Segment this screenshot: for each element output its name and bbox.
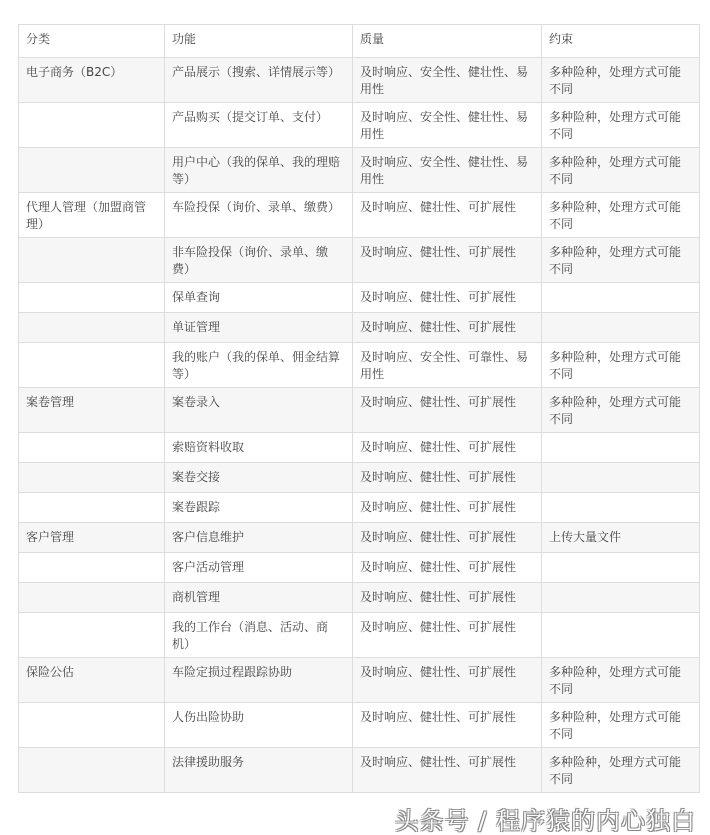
cell-constraint <box>542 283 700 313</box>
cell-category <box>19 748 165 793</box>
table-row <box>19 433 700 463</box>
cell-constraint <box>542 583 700 613</box>
header-function: 功能 <box>165 25 353 58</box>
cell-quality: 及时响应、安全性、健壮性、易用性 <box>353 103 542 148</box>
cell-category: 案卷管理 <box>19 388 165 433</box>
cell-quality: 及时响应、安全性、健壮性、易用性 <box>353 148 542 193</box>
table-row <box>19 103 700 148</box>
cell-function: 客户信息维护 <box>165 523 353 553</box>
table-row <box>19 553 700 583</box>
table-row <box>19 388 700 433</box>
cell-constraint <box>542 493 700 523</box>
cell-category <box>19 238 165 283</box>
cell-function: 人伤出险协助 <box>165 703 353 748</box>
header-category: 分类 <box>19 25 165 58</box>
cell-category <box>19 148 165 193</box>
cell-quality: 及时响应、健壮性、可扩展性 <box>353 433 542 463</box>
cell-constraint: 多种险种，处理方式可能不同 <box>542 238 700 283</box>
cell-constraint: 多种险种，处理方式可能不同 <box>542 388 700 433</box>
cell-constraint: 多种险种，处理方式可能不同 <box>542 193 700 238</box>
cell-category: 客户管理 <box>19 523 165 553</box>
cell-constraint: 多种险种，处理方式可能不同 <box>542 343 700 388</box>
cell-quality: 及时响应、健壮性、可扩展性 <box>353 748 542 793</box>
cell-constraint: 多种险种，处理方式可能不同 <box>542 103 700 148</box>
cell-function: 保单查询 <box>165 283 353 313</box>
cell-category <box>19 103 165 148</box>
cell-constraint: 多种险种，处理方式可能不同 <box>542 58 700 103</box>
cell-quality: 及时响应、健壮性、可扩展性 <box>353 583 542 613</box>
table-row <box>19 313 700 343</box>
cell-quality: 及时响应、健壮性、可扩展性 <box>353 463 542 493</box>
cell-function: 客户活动管理 <box>165 553 353 583</box>
cell-function: 索赔资料收取 <box>165 433 353 463</box>
table-row <box>19 748 700 793</box>
table-row <box>19 463 700 493</box>
cell-function: 案卷交接 <box>165 463 353 493</box>
table-row <box>19 283 700 313</box>
cell-category: 电子商务（B2C） <box>19 58 165 103</box>
table-row <box>19 523 700 553</box>
table-row <box>19 493 700 523</box>
cell-constraint <box>542 313 700 343</box>
table-row <box>19 58 700 103</box>
cell-quality: 及时响应、健壮性、可扩展性 <box>353 493 542 523</box>
cell-constraint: 多种险种，处理方式可能不同 <box>542 703 700 748</box>
cell-constraint: 多种险种，处理方式可能不同 <box>542 658 700 703</box>
cell-constraint: 多种险种，处理方式可能不同 <box>542 148 700 193</box>
cell-quality: 及时响应、安全性、可靠性、易用性 <box>353 343 542 388</box>
table-row <box>19 703 700 748</box>
cell-function: 车险定损过程跟踪协助 <box>165 658 353 703</box>
cell-constraint: 上传大量文件 <box>542 523 700 553</box>
cell-category <box>19 583 165 613</box>
cell-category <box>19 463 165 493</box>
cell-category <box>19 433 165 463</box>
cell-category <box>19 493 165 523</box>
cell-function: 案卷录入 <box>165 388 353 433</box>
cell-quality: 及时响应、健壮性、可扩展性 <box>353 388 542 433</box>
table-row <box>19 238 700 283</box>
cell-quality: 及时响应、健壮性、可扩展性 <box>353 613 542 658</box>
cell-quality: 及时响应、健壮性、可扩展性 <box>353 703 542 748</box>
cell-function: 车险投保（询价、录单、缴费） <box>165 193 353 238</box>
cell-quality: 及时响应、健壮性、可扩展性 <box>353 193 542 238</box>
cell-function: 单证管理 <box>165 313 353 343</box>
table-row <box>19 148 700 193</box>
cell-category <box>19 703 165 748</box>
cell-quality: 及时响应、健壮性、可扩展性 <box>353 283 542 313</box>
cell-category <box>19 613 165 658</box>
cell-quality: 及时响应、健壮性、可扩展性 <box>353 238 542 283</box>
cell-quality: 及时响应、健壮性、可扩展性 <box>353 553 542 583</box>
table-row <box>19 193 700 238</box>
cell-quality: 及时响应、健壮性、可扩展性 <box>353 523 542 553</box>
cell-function: 非车险投保（询价、录单、缴费） <box>165 238 353 283</box>
cell-constraint: 多种险种，处理方式可能不同 <box>542 748 700 793</box>
cell-constraint <box>542 553 700 583</box>
cell-category <box>19 343 165 388</box>
cell-constraint <box>542 613 700 658</box>
cell-category <box>19 313 165 343</box>
table-row <box>19 613 700 658</box>
table-header-row <box>19 25 700 58</box>
cell-constraint <box>542 433 700 463</box>
cell-quality: 及时响应、健壮性、可扩展性 <box>353 313 542 343</box>
cell-function: 案卷跟踪 <box>165 493 353 523</box>
cell-function: 我的工作台（消息、活动、商机） <box>165 613 353 658</box>
table-body <box>19 58 700 793</box>
cell-category: 保险公估 <box>19 658 165 703</box>
cell-category: 代理人管理（加盟商管理） <box>19 193 165 238</box>
header-constraint: 约束 <box>542 25 700 58</box>
cell-function: 产品购买（提交订单、支付） <box>165 103 353 148</box>
table-row <box>19 343 700 388</box>
cell-category <box>19 553 165 583</box>
cell-function: 法律援助服务 <box>165 748 353 793</box>
cell-constraint <box>542 463 700 493</box>
watermark: 头条号 / 程序猿的内心独白 <box>394 807 696 835</box>
cell-quality: 及时响应、健壮性、可扩展性 <box>353 658 542 703</box>
cell-function: 我的账户（我的保单、佣金结算等） <box>165 343 353 388</box>
table-row <box>19 583 700 613</box>
cell-quality: 及时响应、安全性、健壮性、易用性 <box>353 58 542 103</box>
cell-function: 产品展示（搜索、详情展示等） <box>165 58 353 103</box>
header-quality: 质量 <box>353 25 542 58</box>
cell-function: 商机管理 <box>165 583 353 613</box>
table-row <box>19 658 700 703</box>
cell-category <box>19 283 165 313</box>
cell-function: 用户中心（我的保单、我的理赔等） <box>165 148 353 193</box>
requirements-table <box>18 24 700 793</box>
